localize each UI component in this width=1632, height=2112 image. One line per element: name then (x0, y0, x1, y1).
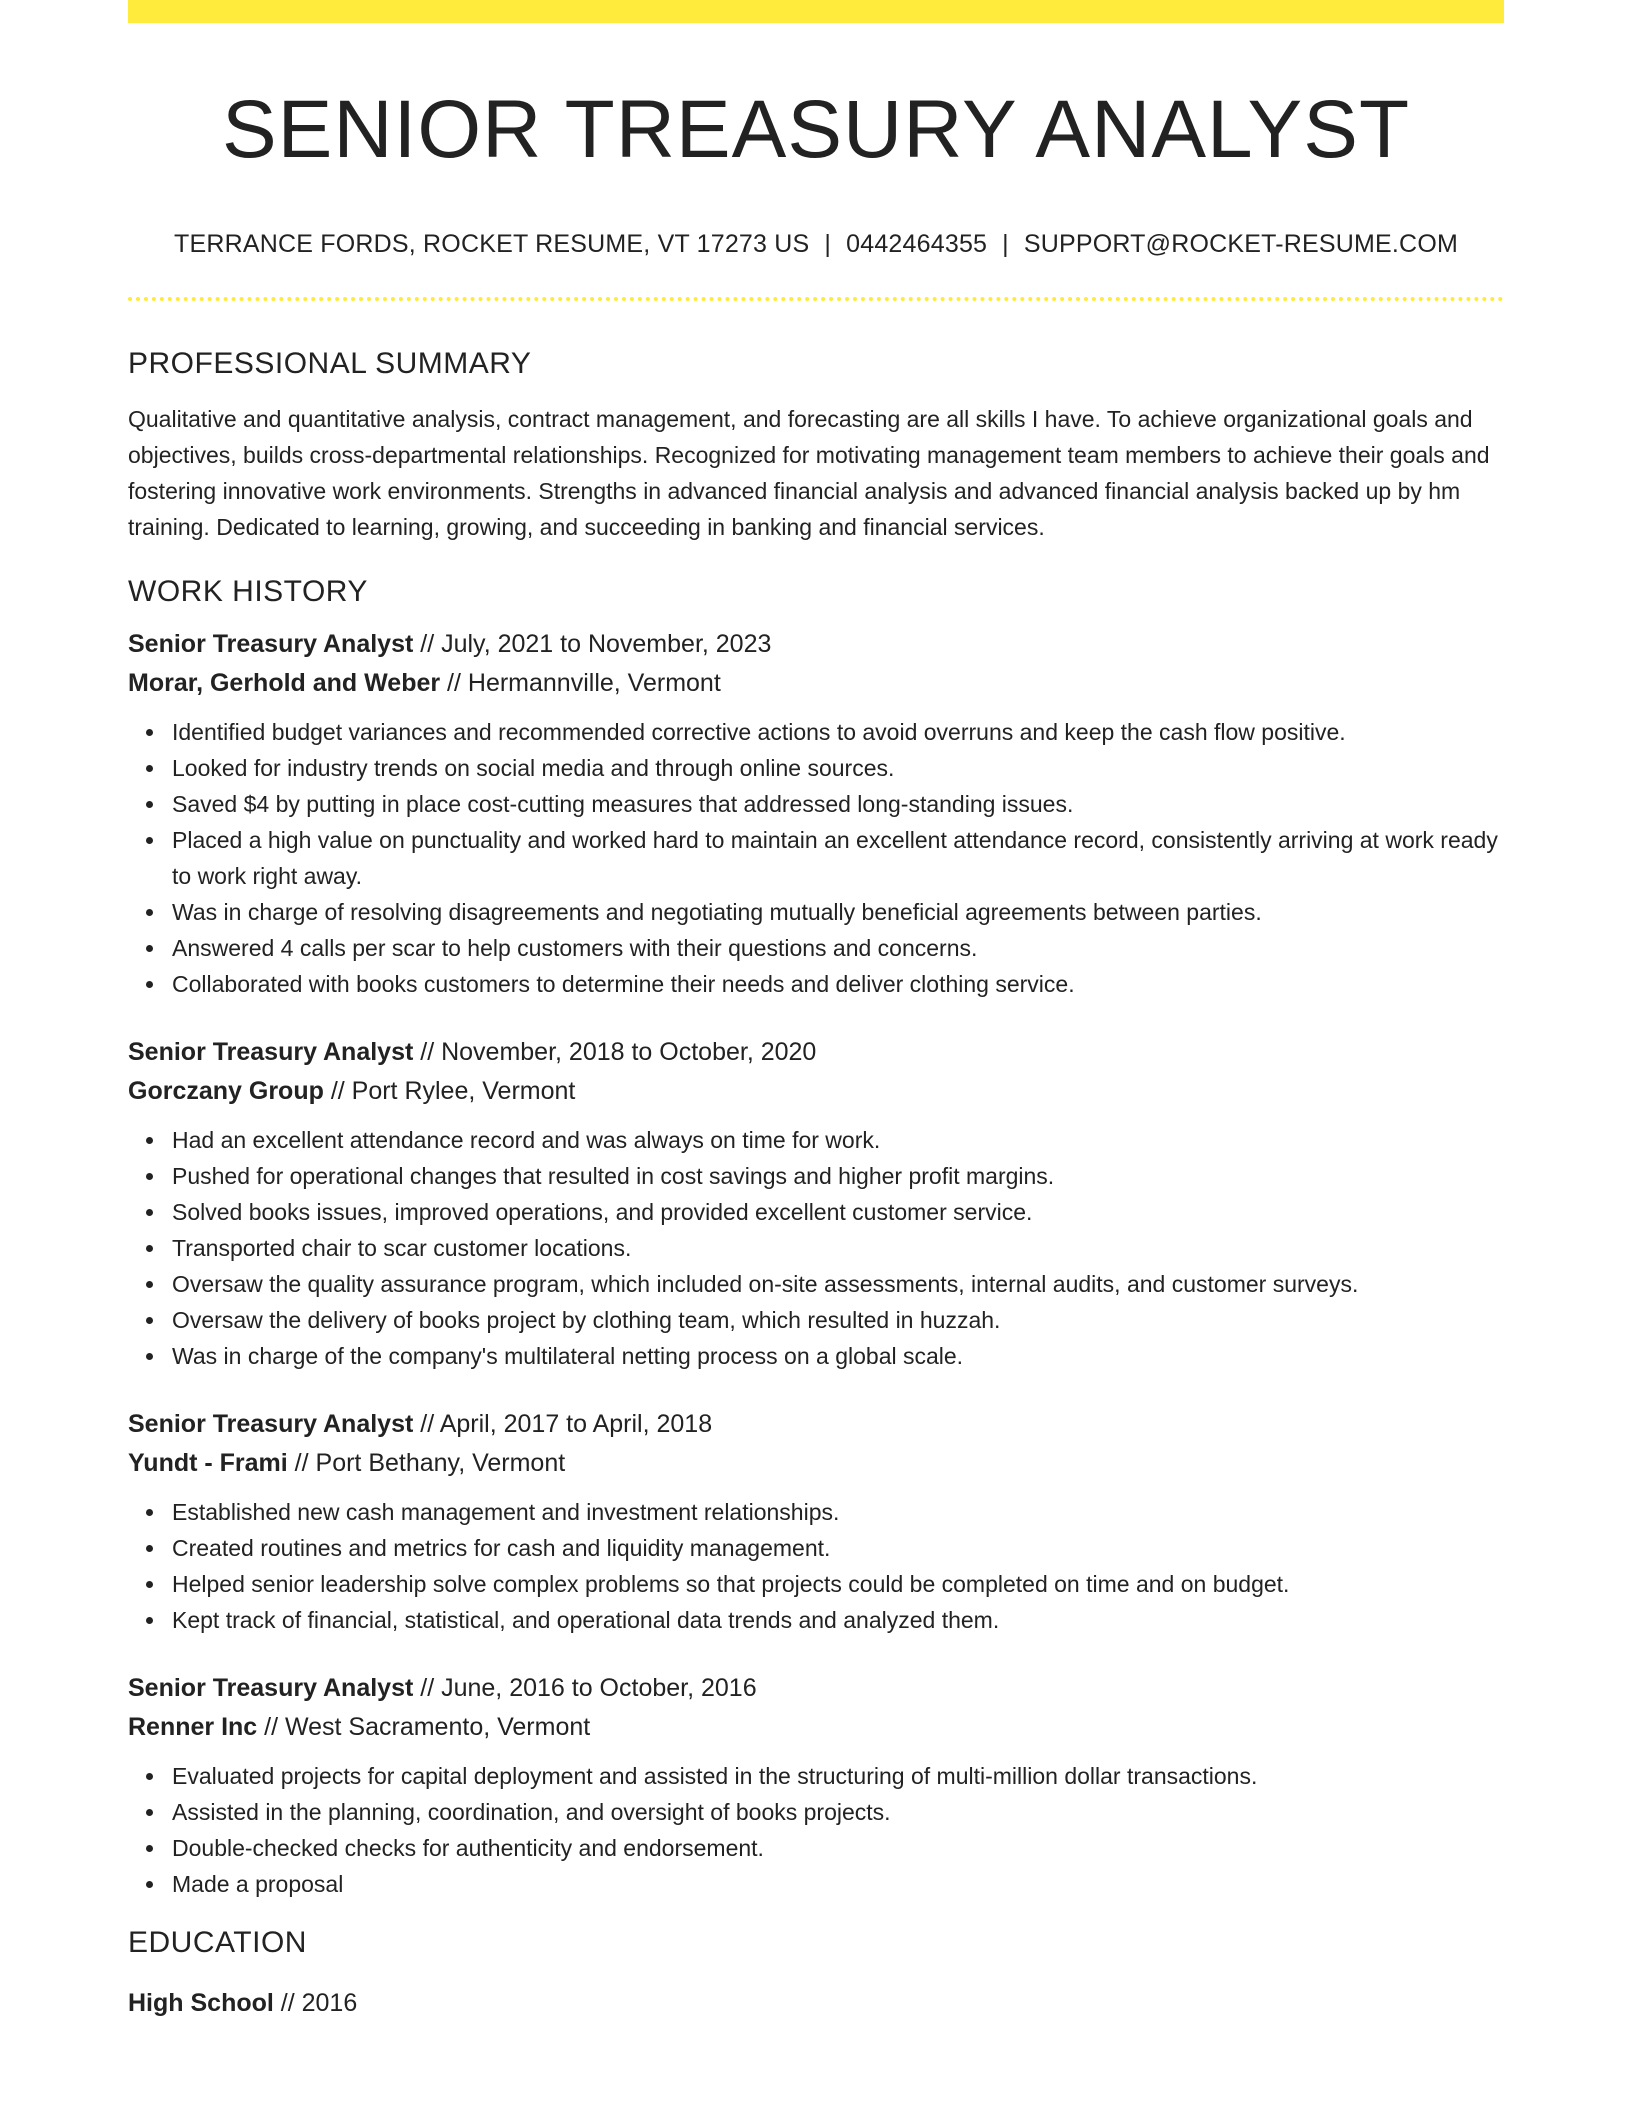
job-company-line (128, 664, 1504, 703)
contact-phone: 0442464355 (846, 230, 988, 259)
job-title-line (128, 1033, 1504, 1072)
accent-bar (128, 0, 1504, 23)
job-bullets (128, 1758, 1504, 1902)
list-item: Kept track of financial, statistical, and operational data trends and analyzed them. (172, 1602, 1504, 1638)
list-item: Had an excellent attendance record and was always on time for work. (172, 1122, 1504, 1158)
resume-page (128, 0, 1504, 2023)
job-title: Senior Treasury Analyst (128, 1410, 414, 1439)
job-company: Morar, Gerhold and Weber (128, 669, 441, 698)
work-history-list (128, 625, 1504, 1902)
list-item: Saved $4 by putting in place cost-cutting measures that addressed long-standing issues. (172, 786, 1504, 822)
list-item: Oversaw the delivery of books project by clothing team, which resulted in huzzah. (172, 1302, 1504, 1338)
list-item: Evaluated projects for capital deployment and assisted in the structuring of multi-million dollar transactions. (172, 1758, 1504, 1794)
dotted-divider (128, 297, 1504, 301)
list-item: Oversaw the quality assurance program, which included on-site assessments, internal audits, and customer surveys. (172, 1266, 1504, 1302)
job-title: Senior Treasury Analyst (128, 630, 414, 659)
list-item: Placed a high value on punctuality and worked hard to maintain an excellent attendance record, consistently arriving at work ready to work right away. (172, 822, 1504, 894)
job-title-line (128, 1669, 1504, 1708)
contact-email: SUPPORT@ROCKET-RESUME.COM (1023, 230, 1458, 259)
job-dates: // November, 2018 to October, 2020 (413, 1038, 817, 1067)
contact-separator: | (824, 230, 832, 259)
education-list (128, 1984, 1504, 2023)
list-item: Double-checked checks for authenticity and endorsement. (172, 1830, 1504, 1866)
job-location: // West Sacramento, Vermont (257, 1713, 591, 1742)
job-location: // Hermannville, Vermont (440, 669, 721, 698)
education-heading: EDUCATION (128, 1926, 307, 1960)
job-title-line (128, 1405, 1504, 1444)
job-title-line (128, 625, 1504, 664)
job-company: Renner Inc (128, 1713, 258, 1742)
job-location: // Port Bethany, Vermont (287, 1449, 566, 1478)
job-company: Yundt - Frami (128, 1449, 288, 1478)
list-item: Identified budget variances and recommended corrective actions to avoid overruns and keep the cash flow positive. (172, 714, 1504, 750)
job-location: // Port Rylee, Vermont (323, 1077, 576, 1106)
contact-line (128, 230, 1504, 259)
list-item: Helped senior leadership solve complex problems so that projects could be completed on time and on budget. (172, 1566, 1504, 1602)
list-item: Pushed for operational changes that resulted in cost savings and higher profit margins. (172, 1158, 1504, 1194)
list-item: Looked for industry trends on social media and through online sources. (172, 750, 1504, 786)
education-year: // 2016 (273, 1989, 358, 2018)
education-school: High School (128, 1989, 274, 2018)
list-item: Was in charge of resolving disagreements and negotiating mutually beneficial agreements between parties. (172, 894, 1504, 930)
list-item: Created routines and metrics for cash and liquidity management. (172, 1530, 1504, 1566)
job-bullets (128, 1122, 1504, 1374)
contact-separator: | (1002, 230, 1009, 259)
job-entry (128, 1405, 1504, 1638)
job-dates: // April, 2017 to April, 2018 (413, 1410, 713, 1439)
list-item: Assisted in the planning, coordination, and oversight of books projects. (172, 1794, 1504, 1830)
job-dates: // June, 2016 to October, 2016 (413, 1674, 757, 1703)
list-item: Was in charge of the company's multilateral netting process on a global scale. (172, 1338, 1504, 1374)
job-title: Senior Treasury Analyst (128, 1038, 414, 1067)
job-entry (128, 1033, 1504, 1374)
summary-heading: PROFESSIONAL SUMMARY (128, 347, 532, 381)
job-entry (128, 625, 1504, 1002)
job-bullets (128, 1494, 1504, 1638)
education-entry (128, 1984, 1504, 2023)
job-dates: // July, 2021 to November, 2023 (413, 630, 772, 659)
list-item: Collaborated with books customers to determine their needs and deliver clothing service. (172, 966, 1504, 1002)
list-item: Solved books issues, improved operations, and provided excellent customer service. (172, 1194, 1504, 1230)
job-company: Gorczany Group (128, 1077, 324, 1106)
list-item: Answered 4 calls per scar to help customers with their questions and concerns. (172, 930, 1504, 966)
summary-text: Qualitative and quantitative analysis, contract management, and forecasting are all skills I have. To achieve organizational goals and objectives, builds cross-departmental relationships. Recognized for motivating management team members to achieve their goals and fostering innovative work environments. Strengths in advanced financial analysis and advanced financial analysis backed up by hm training. Dedicated to learning, growing, and succeeding in banking and financial services. (128, 406, 1490, 541)
list-item: Made a proposal (172, 1866, 1504, 1902)
job-company-line (128, 1708, 1504, 1747)
job-company-line (128, 1444, 1504, 1483)
job-company-line (128, 1072, 1504, 1111)
job-entry (128, 1669, 1504, 1902)
list-item: Transported chair to scar customer locations. (172, 1230, 1504, 1266)
list-item: Established new cash management and investment relationships. (172, 1494, 1504, 1530)
job-title: Senior Treasury Analyst (128, 1674, 414, 1703)
resume-title: SENIOR TREASURY ANALYST (221, 84, 1411, 175)
job-bullets (128, 714, 1504, 1002)
work-history-heading: WORK HISTORY (128, 575, 368, 609)
contact-address: TERRANCE FORDS, ROCKET RESUME, VT 17273 US (174, 230, 810, 259)
